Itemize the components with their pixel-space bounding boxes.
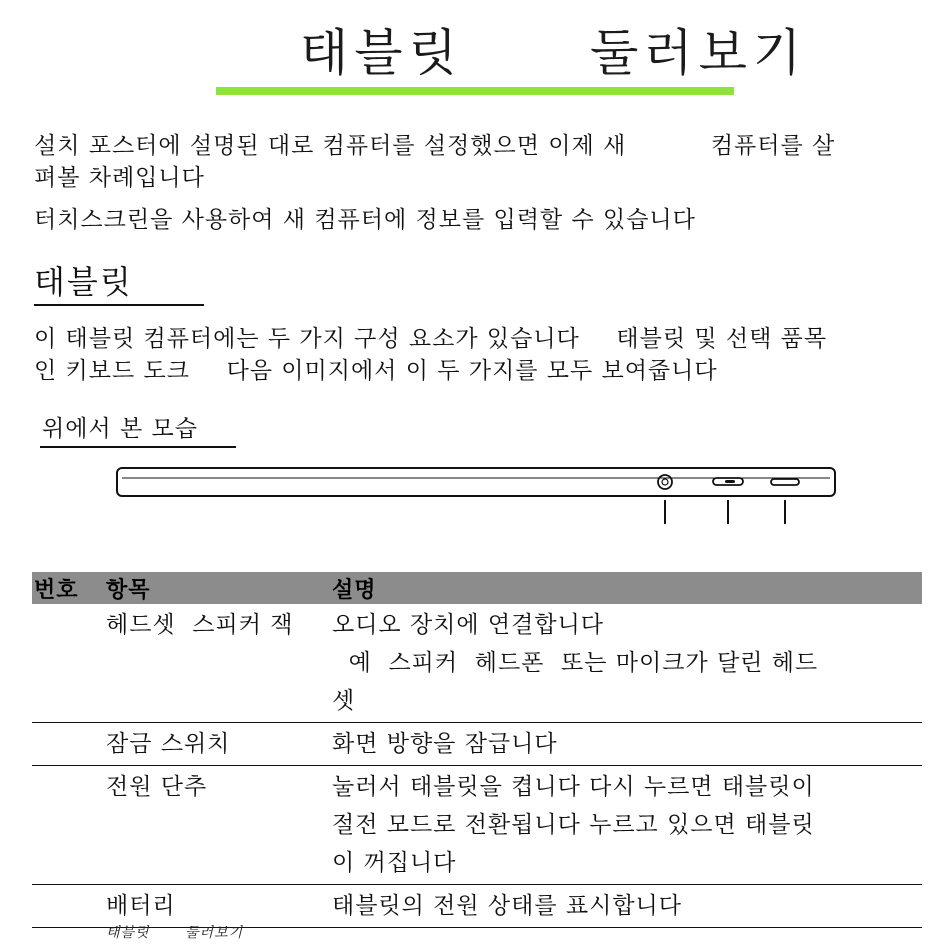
title-accent-bar <box>216 87 734 95</box>
description-line: 화면 방향을 잠급니다 <box>332 731 558 757</box>
power-button-icon <box>771 479 799 485</box>
intro-line-1 <box>34 130 835 162</box>
tablet-body-line-1-part2: 태블릿 및 선택 품목 <box>616 326 828 352</box>
component-table <box>32 572 922 928</box>
description-line: 이 꺼집니다 <box>332 850 457 876</box>
table-header-row <box>32 572 922 604</box>
row-description <box>330 723 922 766</box>
description-line: 오디오 장치에 연결합니다 <box>332 612 605 638</box>
footer-part1: 태블릿 <box>106 925 150 941</box>
description-line: 절전 모드로 전환됩니다 누르고 있으면 태블릿 <box>332 812 815 838</box>
column-header-item: 항목 <box>104 572 330 604</box>
footer-part2: 둘러보기 <box>185 925 244 941</box>
tablet-body-line-2 <box>34 355 718 387</box>
intro-line-2: 펴볼 차례입니다 <box>34 165 205 191</box>
table-row <box>32 604 922 723</box>
column-header-number: 번호 <box>32 572 104 604</box>
section-heading-tablet: 태블릿 <box>34 263 133 301</box>
page-title-part2: 둘러보기 <box>590 24 808 82</box>
tablet-body-line-1-part1: 이 태블릿 컴퓨터에는 두 가지 구성 요소가 있습니다 <box>34 326 580 352</box>
row-number <box>32 766 104 885</box>
row-description <box>330 604 922 723</box>
subheading-top-view: 위에서 본 모습 <box>42 416 198 442</box>
section-heading-underline <box>34 304 204 306</box>
page-title-part1: 태블릿 <box>300 24 463 82</box>
row-item: 헤드셋 스피커 잭 <box>104 604 330 723</box>
intro-line-1-part2: 컴퓨터를 살 <box>710 133 836 159</box>
row-description <box>330 885 922 928</box>
page-footer <box>106 922 243 942</box>
row-item: 전원 단추 <box>104 766 330 885</box>
subheading-underline <box>40 446 236 448</box>
tablet-body-line-1 <box>34 323 827 355</box>
intro-line-3: 터치스크린을 사용하여 새 컴퓨터에 정보를 입력할 수 있습니다 <box>34 207 696 233</box>
description-line: 눌러서 태블릿을 켭니다 다시 누르면 태블릿이 <box>332 774 815 800</box>
table-row <box>32 723 922 766</box>
table-row <box>32 766 922 885</box>
row-description <box>330 766 922 885</box>
row-number <box>32 885 104 928</box>
description-line: 셋 <box>332 688 356 714</box>
page-title <box>0 22 950 92</box>
description-line: 예 스피커 헤드폰 또는 마이크가 달린 헤드 <box>332 650 819 676</box>
row-item: 배터리 <box>104 885 330 928</box>
row-number <box>32 723 104 766</box>
row-number <box>32 604 104 723</box>
tablet-body-line-2-part1: 인 키보드 도크 <box>34 358 190 384</box>
tablet-top-view-illustration <box>116 466 836 526</box>
row-item: 잠금 스위치 <box>104 723 330 766</box>
description-line: 태블릿의 전원 상태를 표시합니다 <box>332 893 682 919</box>
intro-line-1-part1: 설치 포스터에 설명된 대로 컴퓨터를 설정했으면 이제 새 <box>34 133 627 159</box>
column-header-description: 설명 <box>330 572 922 604</box>
headset-jack-icon <box>658 475 672 489</box>
tablet-body-line-2-part2: 다음 이미지에서 이 두 가지를 모두 보여줍니다 <box>226 358 718 384</box>
